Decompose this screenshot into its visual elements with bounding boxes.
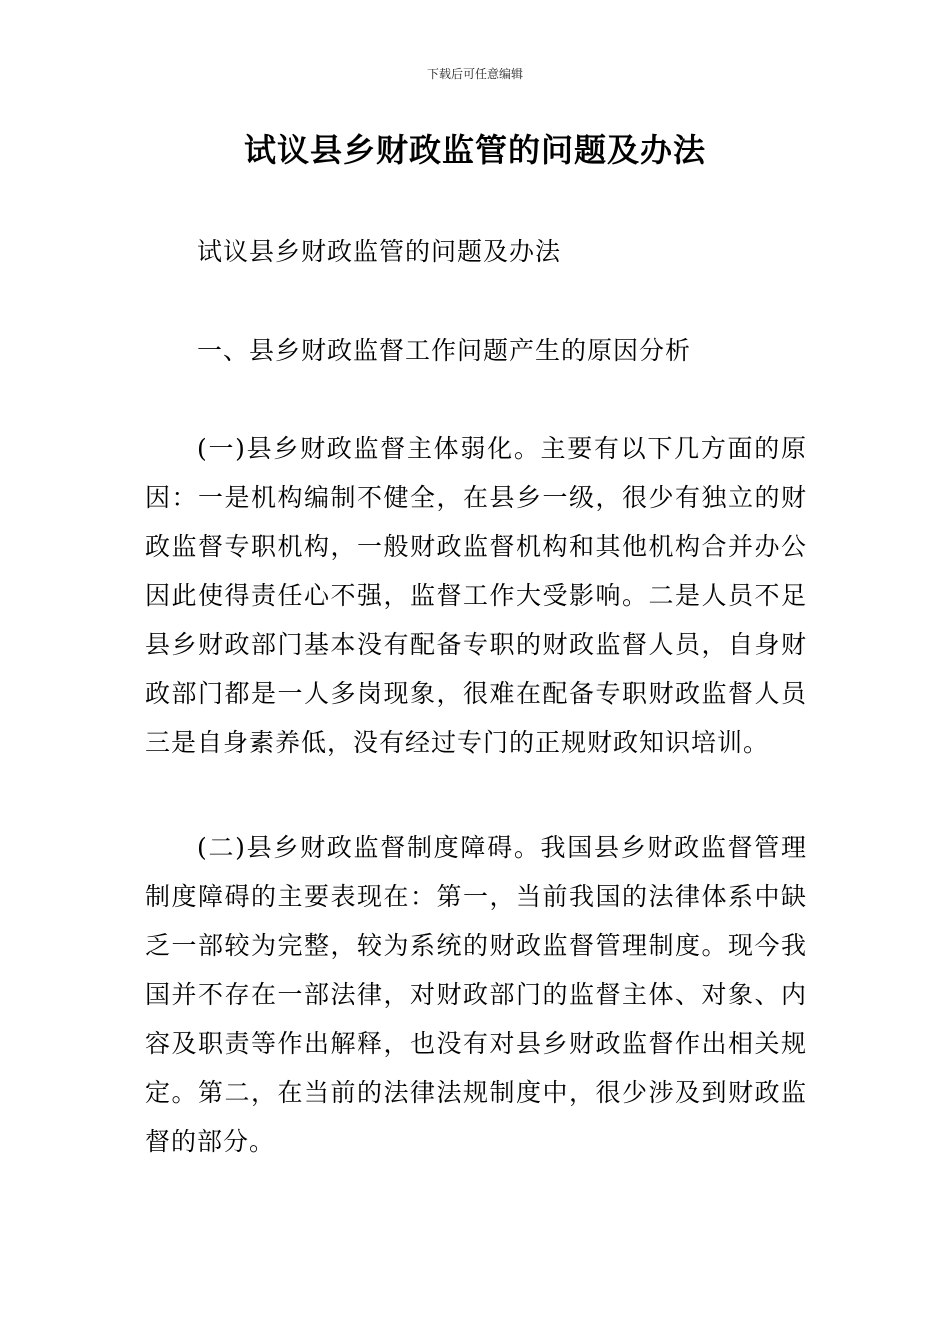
header-note: 下载后可任意编辑 [426,67,523,81]
paragraph: (一)县乡财政监督主体弱化。主要有以下几方面的原因：一是机构编制不健全，在县乡一级，很少有独立的财政监督专职机构，一般财政监督机构和其他机构合并办公因此使得责任心不强，监督工作大受影响。二是人员不足县乡财政部门基本没有配备专职的财政监督人员，自身财政部门都是一人多岗现象，很难在配备专职财政监督人员三是自身素养低，没有经过专门的正规财政知识培训。 [145,434,807,757]
document-subtitle: 试议县乡财政监管的问题及办法 [197,237,562,266]
document-title: 试议县乡财政监管的问题及办法 [243,131,706,169]
section-heading: 一、县乡财政监督工作问题产生的原因分析 [197,336,692,365]
paragraph: (二)县乡财政监督制度障碍。我国县乡财政监督管理制度障碍的主要表现在：第一，当前我国的法律体系中缺乏一部较为完整，较为系统的财政监督管理制度。现今我国并不存在一部法律，对财政部门的监督主体、对象、内容及职责等作出解释，也没有对县乡财政监督作出相关规定。第二，在当前的法律法规制度中，很少涉及到财政监督的部分。 [145,833,807,1156]
